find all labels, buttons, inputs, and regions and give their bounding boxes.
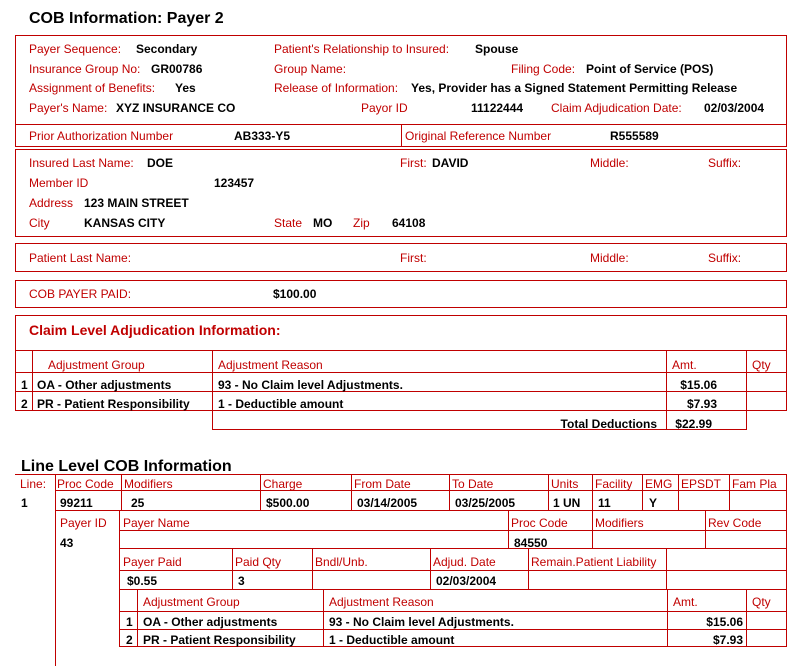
line-emg: Y [649, 496, 658, 510]
claim-adj-row-2-group: PR - Patient Responsibility [37, 397, 190, 411]
claim-adj-row-2-reason: 1 - Deductible amount [218, 397, 344, 411]
zip-label: Zip [353, 216, 370, 230]
insured-middle-label: Middle: [590, 156, 629, 170]
release-value: Yes, Provider has a Signed Statement Permitting Release [411, 81, 738, 95]
lp-payer-name-label: Payer Name [123, 516, 190, 530]
insured-last-name-value: DOE [147, 156, 174, 170]
adj-date-value: 02/03/2004 [704, 101, 765, 115]
state-value: MO [313, 216, 333, 230]
la-col-group: Adjustment Group [143, 595, 240, 609]
line-col-facility: Facility [595, 477, 633, 491]
lp-modifiers-label: Modifiers [595, 516, 644, 530]
line-from-date: 03/14/2005 [357, 496, 418, 510]
line-col-proc-code: Proc Code [57, 477, 114, 491]
line-col-to-date: To Date [452, 477, 494, 491]
filing-code-value: Point of Service (POS) [586, 62, 714, 76]
claim-adj-col-reason: Adjustment Reason [218, 358, 323, 372]
lp-adjud-date-label: Adjud. Date [433, 555, 496, 569]
address-value: 123 MAIN STREET [84, 196, 189, 210]
claim-adj-row-1-n: 1 [21, 378, 28, 392]
line-n: 1 [21, 496, 28, 510]
line-charge: $500.00 [266, 496, 310, 510]
assignment-label: Assignment of Benefits: [29, 81, 156, 95]
line-units: 1 UN [553, 496, 581, 510]
relationship-label: Patient's Relationship to Insured: [274, 42, 450, 56]
lp-proc-code-value: 84550 [514, 536, 548, 550]
state-label: State [274, 216, 303, 230]
patient-suffix-label: Suffix: [708, 251, 742, 265]
group-no-label: Insurance Group No: [29, 62, 141, 76]
la-row-2-n: 2 [126, 633, 133, 647]
payor-id-label: Payor ID [361, 101, 408, 115]
member-id-label: Member ID [29, 176, 89, 190]
line-col-modifiers: Modifiers [124, 477, 173, 491]
address-label: Address [29, 196, 74, 210]
payer-name-label: Payer's Name: [29, 101, 108, 115]
lp-rev-code-label: Rev Code [708, 516, 762, 530]
filing-code-label: Filing Code: [511, 62, 576, 76]
line-col-from-date: From Date [354, 477, 411, 491]
payer-sequence-value: Secondary [136, 42, 198, 56]
insured-first-value: DAVID [432, 156, 469, 170]
patient-last-name-label: Patient Last Name: [29, 251, 132, 265]
lp-bndl-label: Bndl/Unb. [315, 555, 368, 569]
lp-adjud-date-value: 02/03/2004 [436, 574, 497, 588]
insured-suffix-label: Suffix: [708, 156, 742, 170]
lp-payer-paid-label: Payer Paid [123, 555, 182, 569]
lp-payer-id-value: 43 [60, 536, 74, 550]
line-level-title: Line Level COB Information [21, 458, 232, 475]
lp-remain-label: Remain.Patient Liability [531, 555, 657, 569]
line-col-charge: Charge [263, 477, 303, 491]
claim-adj-title: Claim Level Adjudication Information: [29, 322, 281, 338]
claim-adj-col-group: Adjustment Group [48, 358, 145, 372]
lp-paid-qty-value: 3 [238, 574, 245, 588]
line-to-date: 03/25/2005 [455, 496, 516, 510]
la-col-reason: Adjustment Reason [329, 595, 434, 609]
la-col-qty: Qty [752, 595, 771, 609]
total-deductions-value: $22.99 [675, 417, 712, 431]
claim-adj-row-2-amt: $7.93 [686, 397, 717, 411]
patient-first-label: First: [400, 251, 427, 265]
prior-auth-value: AB333-Y5 [234, 129, 291, 143]
la-col-amt: Amt. [673, 595, 698, 609]
cob-paid-label: COB PAYER PAID: [29, 287, 132, 301]
claim-adj-row-1-reason: 93 - No Claim level Adjustments. [218, 378, 403, 392]
insured-first-label: First: [400, 156, 427, 170]
la-row-1-group: OA - Other adjustments [143, 615, 278, 629]
la-row-2-amt: $7.93 [712, 633, 743, 647]
line-col-fam-pla: Fam Pla [732, 477, 777, 491]
la-row-1-reason: 93 - No Claim level Adjustments. [329, 615, 514, 629]
lp-payer-paid-value: $0.55 [127, 574, 158, 588]
la-row-1-amt: $15.06 [706, 615, 743, 629]
line-proc-code: 99211 [60, 496, 93, 510]
line-col-emg: EMG [645, 477, 673, 491]
lp-paid-qty-label: Paid Qty [235, 555, 282, 569]
cob-paid-value: $100.00 [273, 287, 317, 301]
group-no-value: GR00786 [151, 62, 203, 76]
page-title: COB Information: Payer 2 [29, 10, 224, 27]
line-modifiers: 25 [131, 496, 145, 510]
payor-id-value: 11122444 [471, 101, 524, 115]
la-row-2-reason: 1 - Deductible amount [329, 633, 455, 647]
patient-middle-label: Middle: [590, 251, 629, 265]
line-facility: 11 [598, 496, 611, 510]
assignment-value: Yes [175, 81, 196, 95]
zip-value: 64108 [392, 216, 426, 230]
claim-adj-row-1-group: OA - Other adjustments [37, 378, 172, 392]
line-col-units: Units [551, 477, 579, 491]
la-row-1-n: 1 [126, 615, 133, 629]
relationship-value: Spouse [475, 42, 519, 56]
total-deductions-label: Total Deductions [560, 417, 657, 431]
insured-last-name-label: Insured Last Name: [29, 156, 134, 170]
lp-proc-code-label: Proc Code [511, 516, 568, 530]
group-name-label: Group Name: [274, 62, 347, 76]
city-value: KANSAS CITY [84, 216, 166, 230]
lp-payer-id-label: Payer ID [60, 516, 107, 530]
release-label: Release of Information: [274, 81, 399, 95]
claim-adj-row-2-n: 2 [21, 397, 28, 411]
line-col-line: Line: [20, 477, 47, 491]
orig-ref-value: R555589 [610, 129, 659, 143]
claim-adj-row-1-amt: $15.06 [680, 378, 717, 392]
prior-auth-label: Prior Authorization Number [29, 129, 174, 143]
claim-adj-col-qty: Qty [752, 358, 771, 372]
orig-ref-label: Original Reference Number [405, 129, 552, 143]
la-row-2-group: PR - Patient Responsibility [143, 633, 296, 647]
claim-adj-col-amt: Amt. [672, 358, 697, 372]
payer-name-value: XYZ INSURANCE CO [116, 101, 236, 115]
line-col-epsdt: EPSDT [681, 477, 722, 491]
member-id-value: 123457 [214, 176, 255, 190]
city-label: City [29, 216, 50, 230]
payer-sequence-label: Payer Sequence: [29, 42, 122, 56]
adj-date-label: Claim Adjudication Date: [551, 101, 682, 115]
